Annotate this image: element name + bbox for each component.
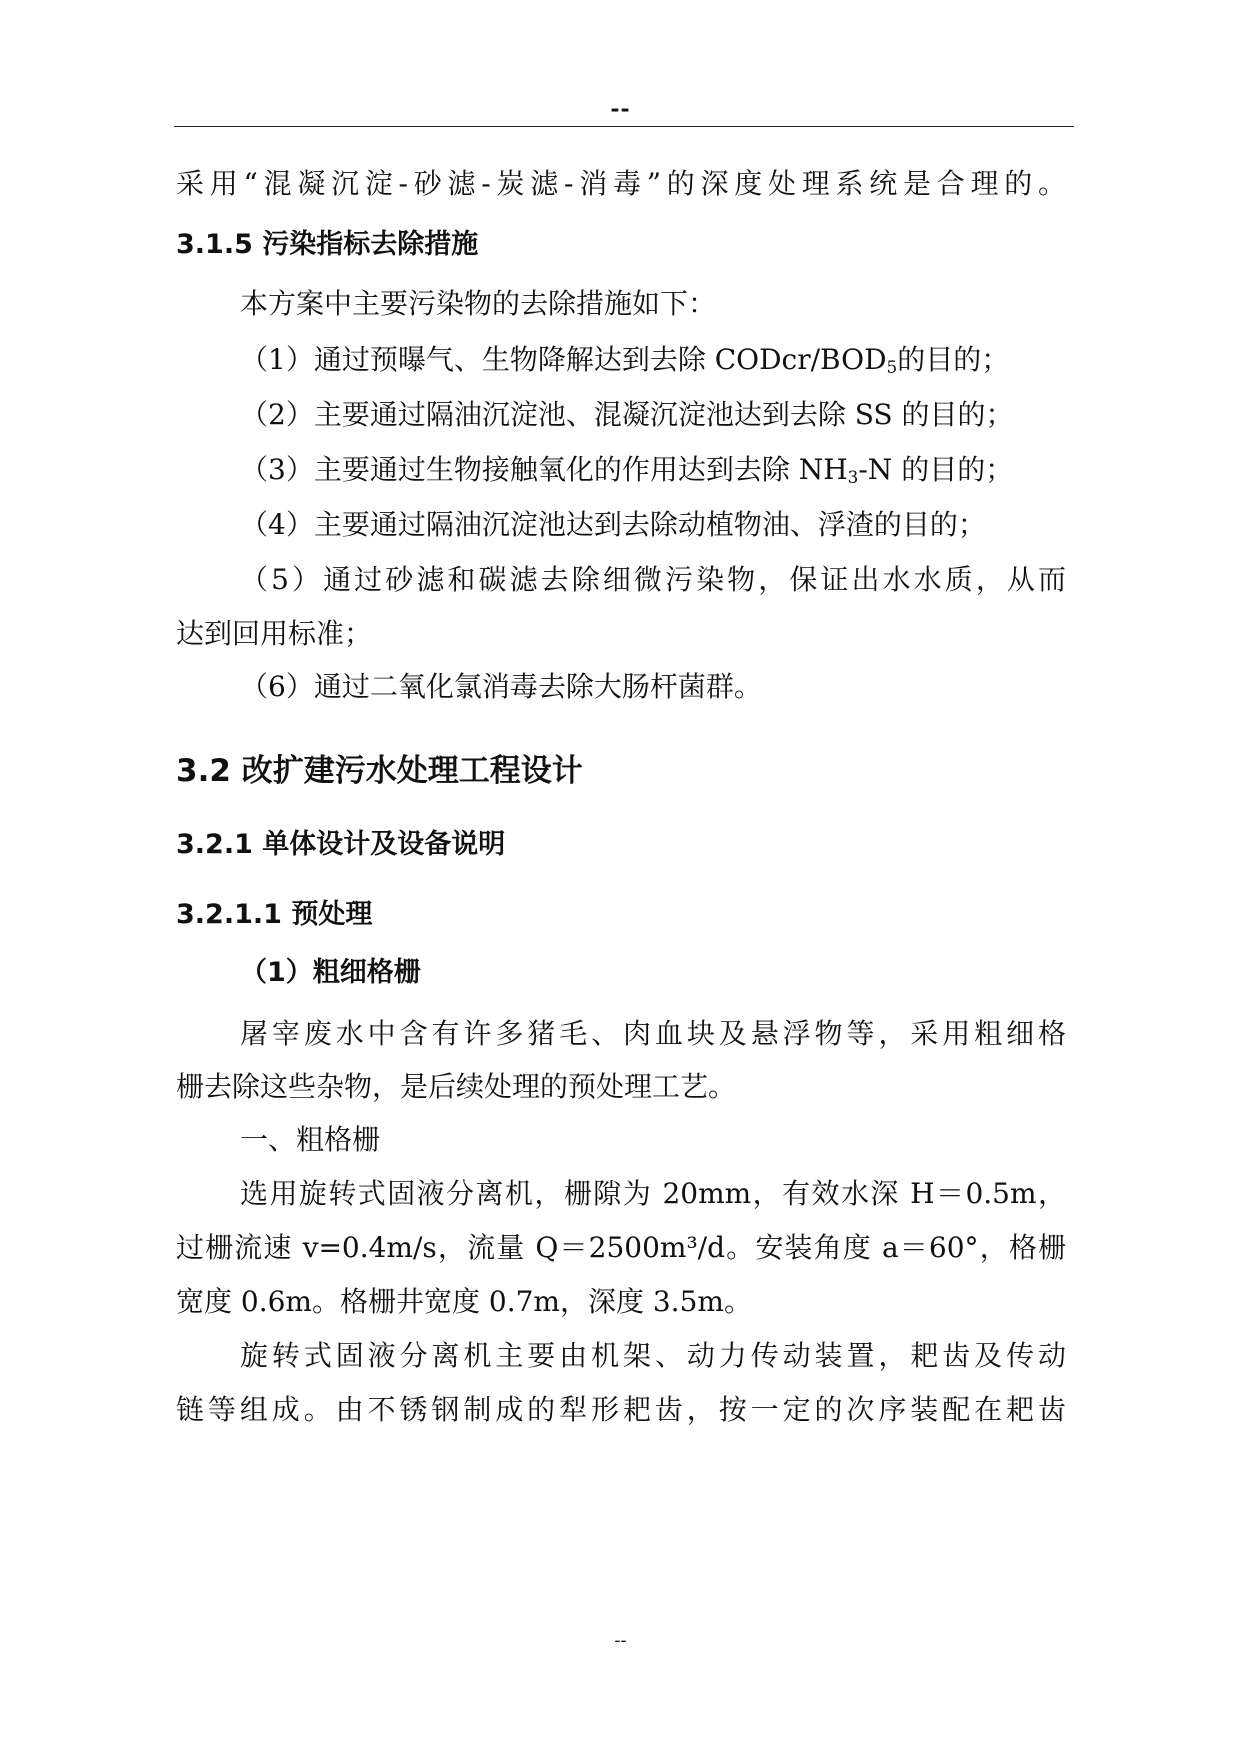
paragraph-line: 选用旋转式固液分离机，栅隙为 20mm，有效水深 H＝0.5m， (240, 1177, 1066, 1210)
section-heading-3-1-5: 3.1.5 污染指标去除措施 (176, 229, 479, 260)
section-heading-3-2-1: 3.2.1 单体设计及设备说明 (176, 829, 506, 860)
paragraph-line: 链等组成。由不锈钢制成的犁形耙齿，按一定的次序装配在耙齿 (176, 1393, 1066, 1426)
paragraph-line: 栅去除这些杂物，是后续处理的预处理工艺。 (176, 1070, 737, 1103)
list-item-5-continued: 达到回用标准； (176, 617, 373, 650)
subscript-5: 5 (886, 357, 898, 377)
header-rule (174, 126, 1074, 127)
list-item-2: （2）主要通过隔油沉淀池、混凝沉淀池达到去除 SS 的目的； (240, 398, 1014, 431)
list-item-3-tail: -N 的目的； (858, 453, 1014, 486)
list-item-4: （4）主要通过隔油沉淀池达到去除动植物油、浮渣的目的； (240, 508, 986, 541)
list-item-1 (240, 338, 1066, 378)
paragraph-line: 宽度 0.6m。格栅井宽度 0.7m，深度 3.5m。 (176, 1285, 752, 1318)
paragraph-line: 本方案中主要污染物的去除措施如下： (240, 287, 717, 320)
paragraph-line: 一、粗格栅 (240, 1123, 381, 1156)
paragraph-line: 屠宰废水中含有许多猪毛、肉血块及悬浮物等，采用粗细格 (240, 1017, 1066, 1050)
list-item-1-tail: 的目的； (897, 343, 1010, 376)
footer-mark: -- (614, 1630, 627, 1651)
subsection-heading-coarse-fine-screen: （1）粗细格栅 (240, 957, 421, 988)
list-item-3 (240, 448, 1066, 488)
subscript-3: 3 (847, 467, 859, 487)
paragraph-line: 旋转式固液分离机主要由机架、动力传动装置，耙齿及传动 (240, 1339, 1066, 1372)
list-item-3-text: （3）主要通过生物接触氧化的作用达到去除 NH (240, 453, 848, 486)
list-item-6: （6）通过二氧化氯消毒去除大肠杆菌群。 (240, 670, 762, 703)
paragraph-line: 采用“混凝沉淀-砂滤-炭滤-消毒”的深度处理系统是合理的。 (176, 167, 1066, 200)
list-item-1-text: （1）通过预曝气、生物降解达到去除 CODcr/BOD (240, 343, 887, 376)
paragraph-line: 过栅流速 v=0.4m/s，流量 Q＝2500m³/d。安装角度 a＝60°，格栅 (176, 1231, 1066, 1264)
section-heading-3-2: 3.2 改扩建污水处理工程设计 (176, 753, 583, 789)
header-mark: -- (610, 96, 631, 122)
section-heading-3-2-1-1: 3.2.1.1 预处理 (176, 899, 373, 930)
list-item-5: （5）通过砂滤和碳滤去除细微污染物，保证出水水质，从而 (240, 563, 1066, 596)
